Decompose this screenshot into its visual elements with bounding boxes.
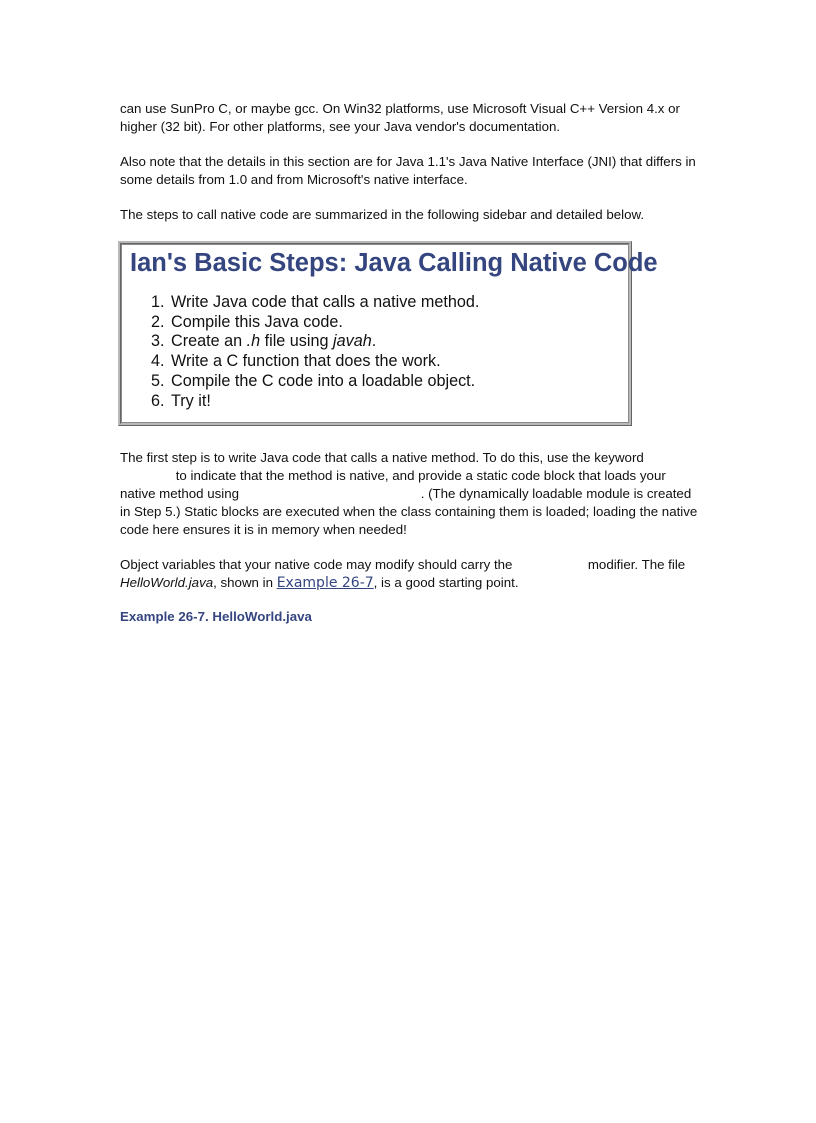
sidebar-title: Ian's Basic Steps: Java Calling Native Code [130, 249, 658, 277]
sidebar-step: 2. Compile this Java code. [169, 313, 629, 333]
sidebar-steps-list [121, 293, 629, 411]
sidebar-step: 5. Compile the C code into a loadable object. [169, 372, 629, 392]
paragraph-jni-note: Also note that the details in this section are for Java 1.1's Java Native Interface (JNI) that differs in some details from 1.0 and from Microsoft's native interface. [120, 154, 696, 187]
paragraph-compilers: can use SunPro C, or maybe gcc. On Win32 platforms, use Microsoft Visual C++ Version 4.x or higher (32 bit). For other platforms, see your Java vendor's documentation. [120, 101, 680, 134]
sidebar-basic-steps [118, 241, 658, 426]
paragraph-steps-intro: The steps to call native code are summarized in the following sidebar and detailed below. [120, 207, 645, 222]
sidebar-step: 3. Create an .h file using javah. [169, 332, 629, 352]
filename-helloworld: HelloWorld.java [120, 575, 214, 590]
sidebar-step: 6. Try it! [169, 392, 629, 412]
paragraph-first-step: The first step is to write Java code that calls a native method. To do this, use the keyword to indicate that the method is native, and provide a static code block that loads your native method using . (The dynamically loadable module is created in Step 5.) Static blocks are executed when the class containing them is loaded; loading the native code here ensures it is in memory when needed! [120, 450, 698, 537]
page-content [120, 100, 700, 624]
paragraph-object-variables: Object variables that your native code may modify should carry the modifier. The file HelloWorld.java, shown in Example 26-7, is a good starting point. [120, 557, 686, 591]
sidebar-step: 4. Write a C function that does the work. [169, 352, 629, 372]
example-title: Example 26-7. HelloWorld.java [120, 609, 312, 624]
sidebar-step: 1. Write Java code that calls a native method. [169, 293, 629, 313]
example-link[interactable]: Example 26-7 [276, 575, 374, 591]
